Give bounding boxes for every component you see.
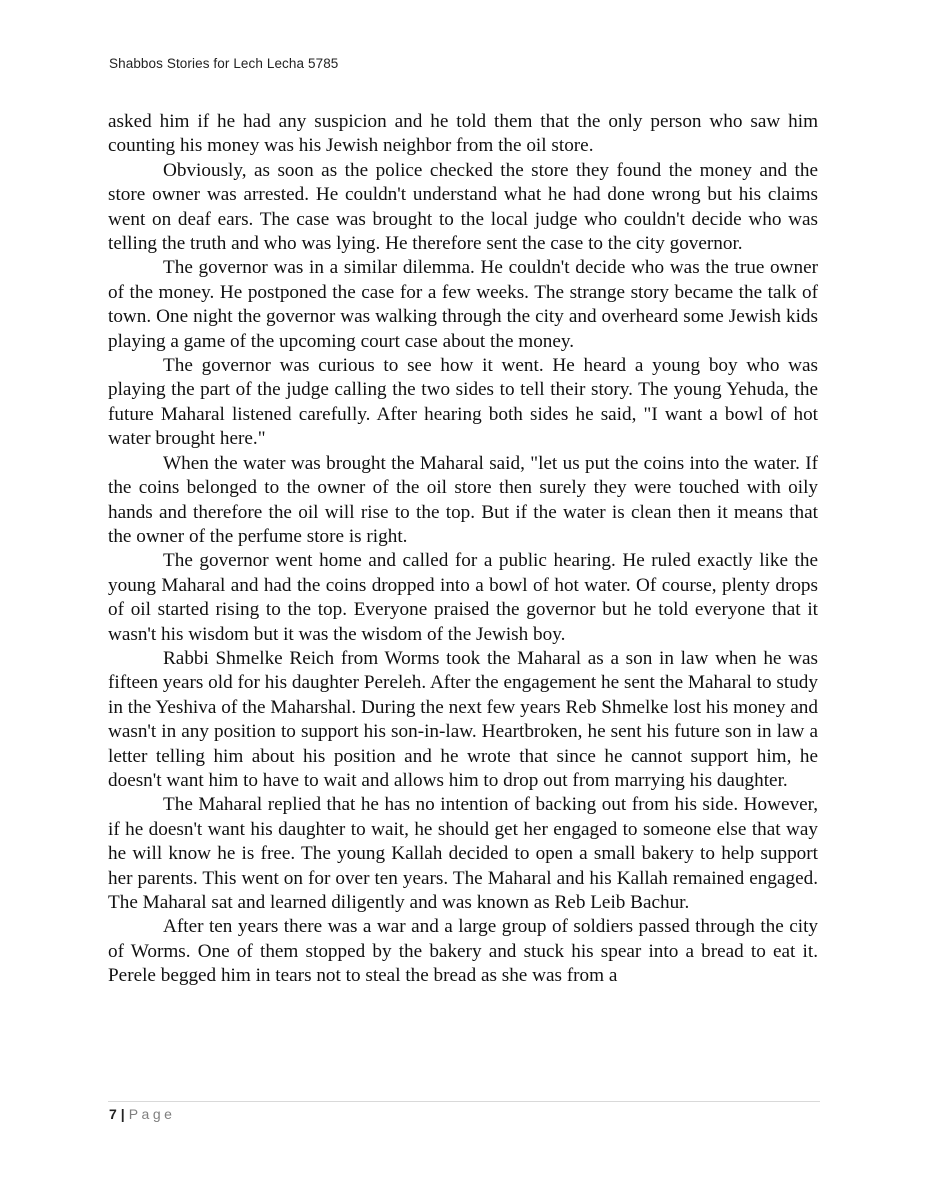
paragraph: The governor went home and called for a public hearing. He ruled exactly like the young Maharal and had the coins dropped into a bowl of hot water. Of course, plenty drops of oil started rising to the top. Everyone praised the governor but he told everyone that it wasn't his wisdom but it was the wisdom of the Jewish boy. bbox=[108, 550, 818, 645]
paragraph: Obviously, as soon as the police checked the store they found the money and the store owner was arrested. He couldn't understand what he had done wrong but his claims went on deaf ears. The case was brought to the local judge who couldn't decide who was telling the truth and who was lying. He therefore sent the case to the city governor. bbox=[108, 159, 818, 255]
footer-separator: | bbox=[120, 1106, 125, 1122]
paragraph: After ten years there was a war and a large group of soldiers passed through the city of Worms. One of them stopped by the bakery and stuck his spear into a bread to eat it. Perele begged him in tears not to steal the bread as she was from a bbox=[108, 916, 818, 987]
page-footer bbox=[109, 1106, 175, 1122]
paragraph: The governor was in a similar dilemma. He couldn't decide who was the true owner of the money. He postponed the case for a few weeks. The strange story became the talk of town. One night the governor was walking through the city and overheard some Jewish kids playing a game of the upcoming court case about the money. bbox=[108, 257, 818, 352]
body-text bbox=[108, 110, 818, 989]
page-label: Page bbox=[128, 1106, 176, 1122]
paragraph: When the water was brought the Maharal said, "let us put the coins into the water. If the coins belonged to the owner of the oil store then surely they were touched with oily hands and therefore the oil will rise to the top. But if the water is clean then it means that the owner of the perfume store is right. bbox=[108, 452, 818, 547]
paragraph: Rabbi Shmelke Reich from Worms took the Maharal as a son in law when he was fifteen years old for his daughter Pereleh. After the engagement he sent the Maharal to study in the Yeshiva of the Maharshal. During the next few years Reb Shmelke lost his money and wasn't in any position to support his son-in-law. Heartbroken, he sent his future son in law a letter telling him about his position and he wrote that since he cannot support him, he doesn't want him to have to wait and allows him to drop out from marrying his daughter. bbox=[108, 647, 818, 791]
page-number: 7 bbox=[109, 1106, 117, 1122]
paragraph: The Maharal replied that he has no intention of backing out from his side. However, if he doesn't want his daughter to wait, he should get her engaged to someone else that way he will know he is free. The young Kallah decided to open a small bakery to help support her parents. This went on for over ten years. The Maharal and his Kallah remained engaged. The Maharal sat and learned diligently and was known as Reb Leib Bachur. bbox=[108, 794, 818, 913]
running-header: Shabbos Stories for Lech Lecha 5785 bbox=[109, 56, 339, 71]
paragraph: The governor was curious to see how it went. He heard a young boy who was playing the part of the judge calling the two sides to tell their story. The young Yehuda, the future Maharal listened carefully. After hearing both sides he said, "I want a bowl of hot water brought here." bbox=[108, 355, 818, 450]
footer-divider bbox=[108, 1101, 820, 1102]
paragraph: asked him if he had any suspicion and he told them that the only person who saw him counting his money was his Jewish neighbor from the oil store. bbox=[108, 111, 818, 157]
